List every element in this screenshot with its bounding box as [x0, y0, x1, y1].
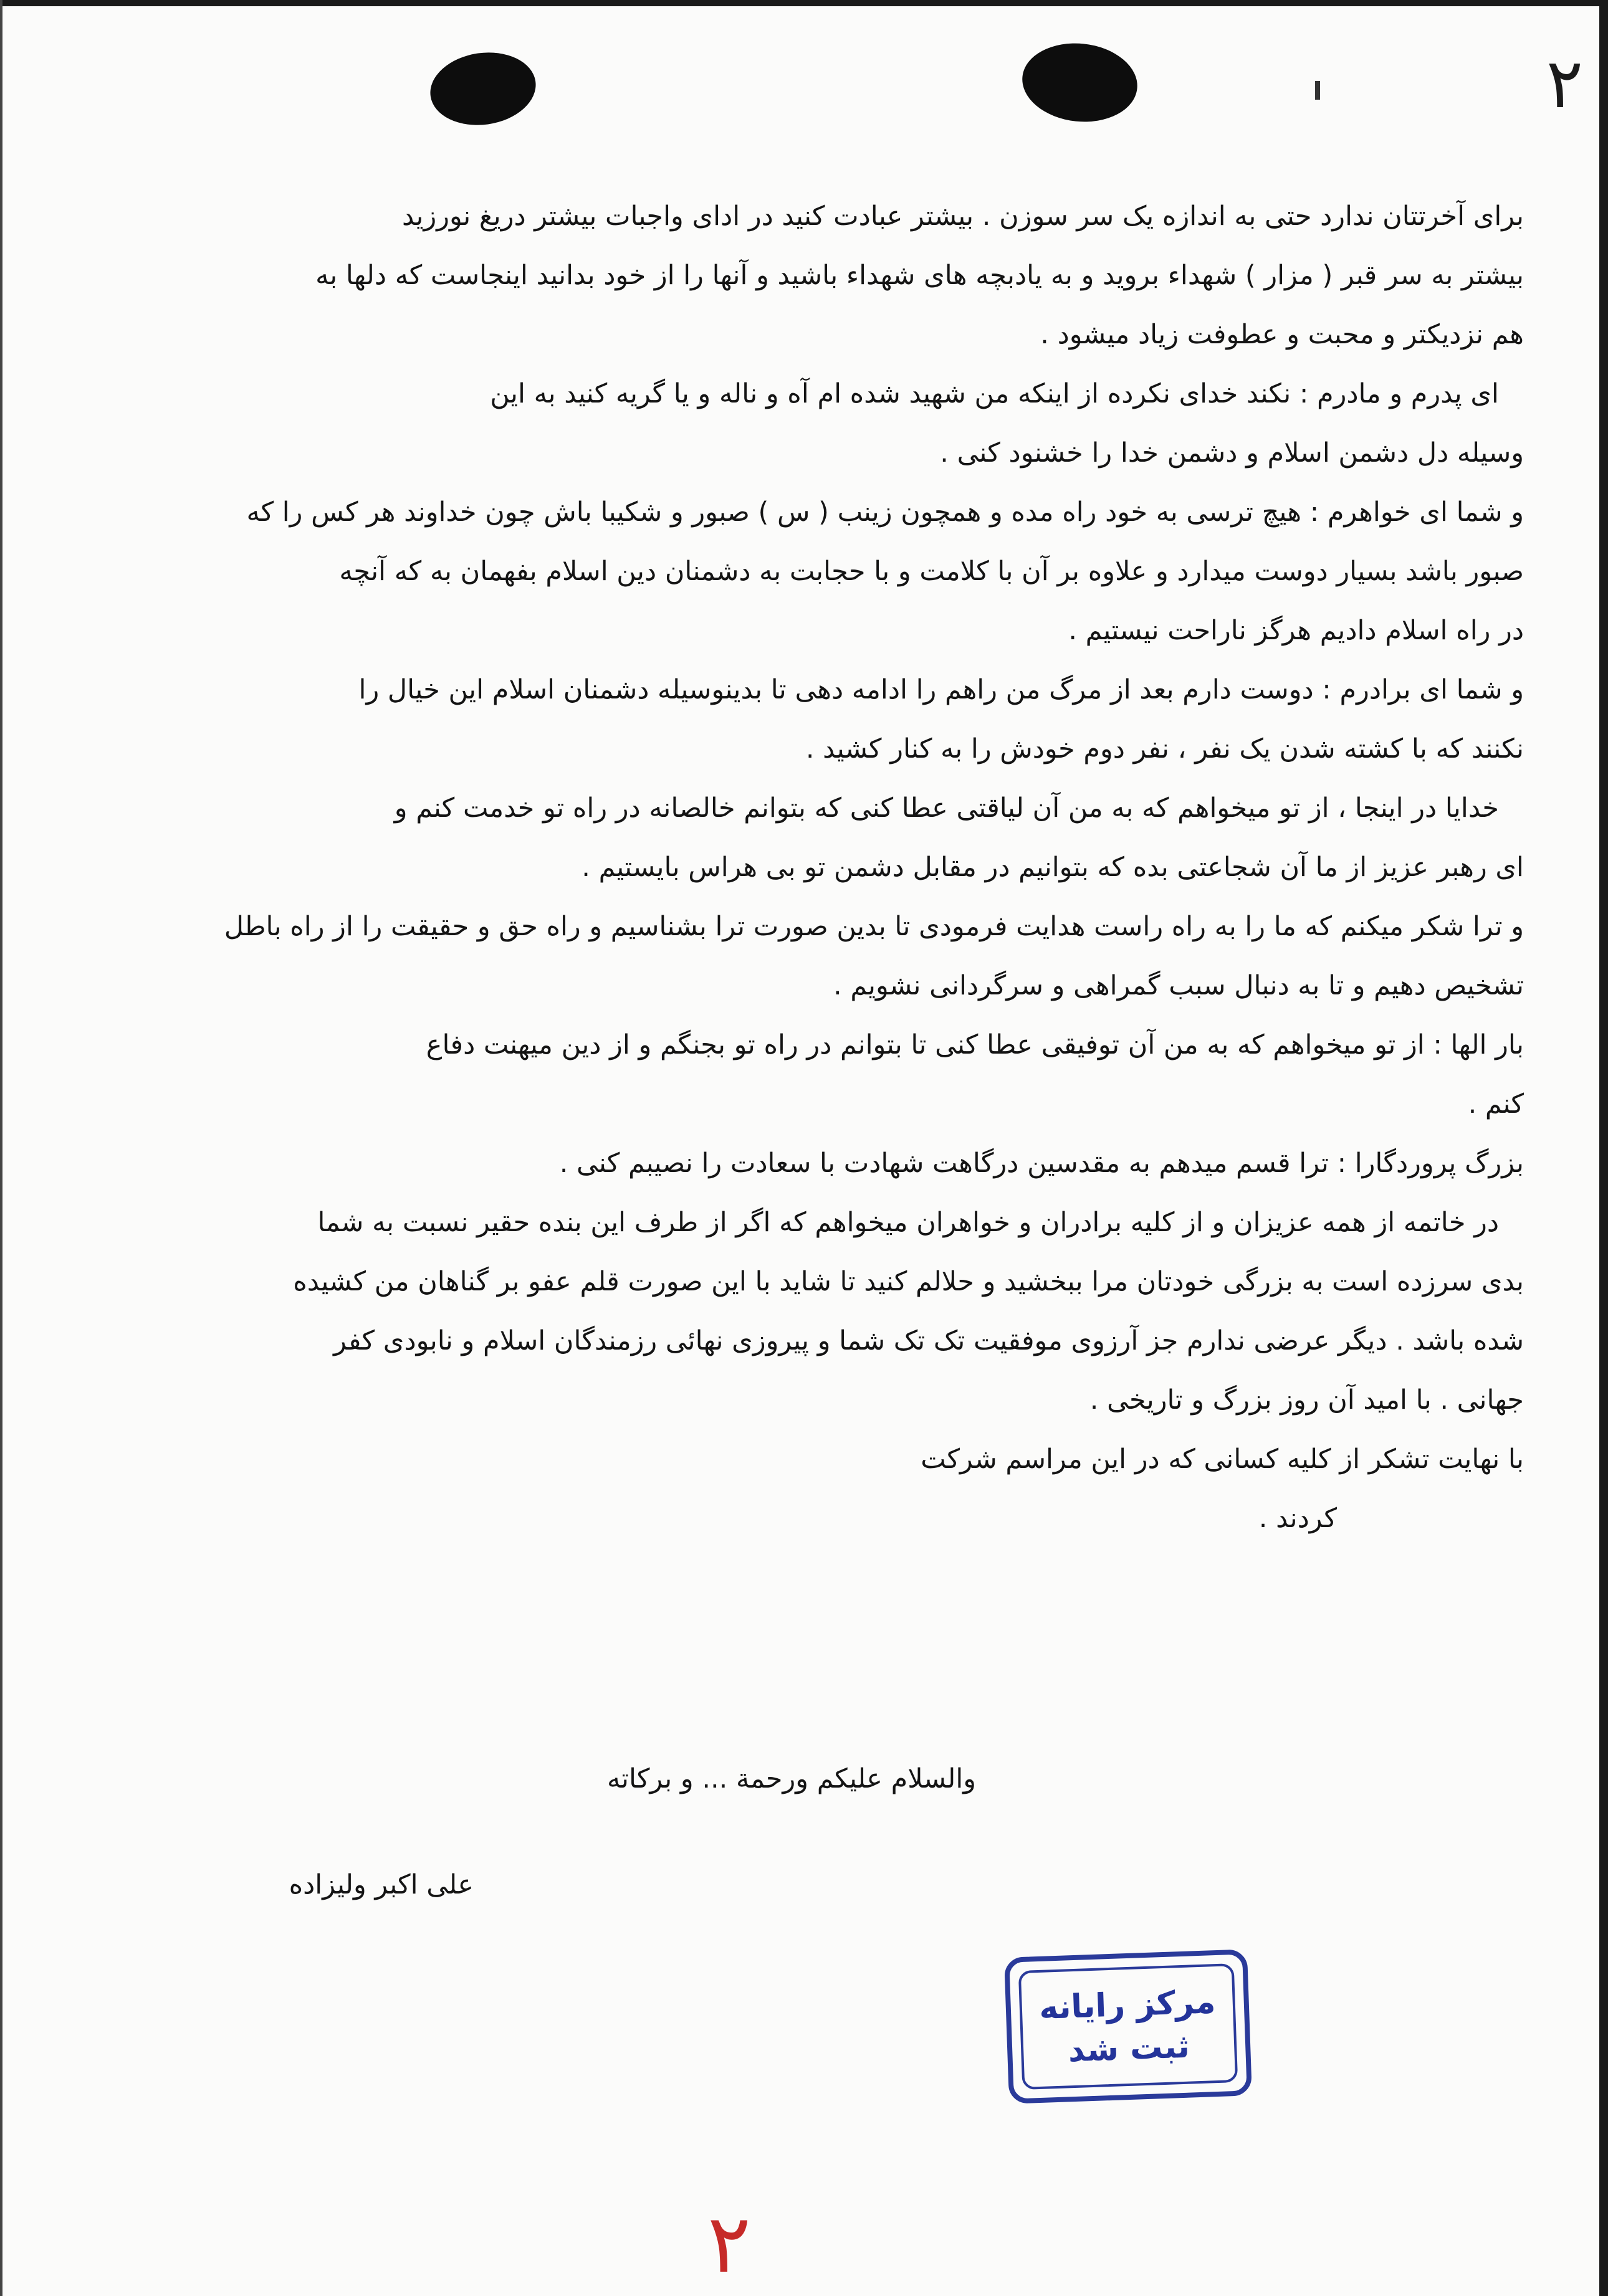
signature-name: علی اکبر ولیزاده [289, 1869, 474, 1900]
letter-line-11: خدایا در اینجا ، از تو میخواهم که به من آن لیاقتی عطا کنی که بتوانم خالصانه در راه تو خدمت کنم و [394, 793, 1499, 824]
letter-line-17: بزرگ پروردگارا : ترا قسم میدهم به مقدسین درگاهت شهادت با سعادت را نصیبم کنی . [559, 1148, 1524, 1179]
letter-line-2: بیشتر به سر قبر ( مزار ) شهداء بروید و به یادبچه های شهداء باشید و آنها را از خود بدانید اینجاست که دلها به [315, 260, 1524, 291]
letter-line-5: وسیله دل دشمن اسلام و دشمن خدا را خشنود کنی . [940, 437, 1524, 469]
letter-line-15: بار الها : از تو میخواهم که به من آن توفیقی عطا کنی تا بتوانم در راه تو بجنگم و از دین میهنت دفاع [426, 1029, 1524, 1060]
letter-line-14: تشخیص دهیم و تا به دنبال سبب گمراهی و سرگردانی نشویم . [833, 970, 1524, 1001]
corner-page-mark: ۲ [1546, 44, 1583, 123]
letter-line-3: هم نزدیکتر و محبت و عطوفت زیاد میشود . [1040, 319, 1524, 350]
letter-line-6: و شما ای خواهرم : هیچ ترسی به خود راه مده و همچون زینب ( س ) صبور و شکیبا باش چون خداوند هر کس را که [246, 497, 1524, 528]
stamp-line-1: مرکز رایانه [1038, 1983, 1217, 2027]
scan-edge-left [0, 0, 2, 2296]
letter-line-16: کنم . [1468, 1088, 1524, 1120]
scan-edge-top [0, 0, 1608, 6]
letter-line-13: و ترا شکر میکنم که ما را به راه راست هدایت فرمودی تا بدین صورت ترا بشناسیم و راه حق و حقیقت را از راه باطل [224, 911, 1524, 942]
letter-line-9: و شما ای برادرم : دوست دارم بعد از مرگ من راهم را ادامه دهی تا بدینوسیله دشمنان اسلام این خیال را [358, 674, 1524, 705]
registration-stamp [1004, 1949, 1252, 2103]
letter-line-19: بدی سرزده است به بزرگی خودتان مرا ببخشید و حلالم کنید تا شاید با این صورت قلم عفو بر گناهان من کشیده [293, 1266, 1524, 1297]
letter-line-23: کردند . [1258, 1503, 1337, 1534]
letter-line-1: برای آخرتتان ندارد حتی به اندازه یک سر سوزن . بیشتر عبادت کنید در ادای واجبات بیشتر دریغ نورزید [401, 201, 1524, 232]
mark-dash [1315, 81, 1320, 100]
letter-line-18: در خاتمه از همه عزیزان و از کلیه برادران و خواهران میخواهم که اگر از طرف این بنده حقیر نسبت به شما [317, 1207, 1499, 1238]
handwritten-page-number: ۲ [707, 2196, 751, 2291]
letter-line-8: در راه اسلام دادیم هرگز ناراحت نیستیم . [1068, 615, 1524, 646]
letter-line-21: جهانی . با امید آن روز بزرگ و تاریخی . [1089, 1384, 1524, 1416]
punch-hole-left [426, 46, 540, 132]
letter-line-20: شده باشد . دیگر عرضی ندارم جز آرزوی موفقیت تک تک شما و پیروزی نهائی رزمندگان اسلام و نابودی کفر [333, 1325, 1524, 1356]
punch-hole-right [1018, 38, 1141, 128]
letter-line-22: با نهایت تشکر از کلیه کسانی که در این مراسم شرکت [921, 1444, 1524, 1475]
letter-body [59, 187, 1524, 1548]
letter-line-10: نکنند که با کشته شدن یک نفر ، نفر دوم خودش را به کنار کشید . [805, 733, 1524, 765]
letter-line-12: ای رهبر عزیز از ما آن شجاعتی بده که بتوانیم در مقابل دشمن تو بی هراس بایستیم . [581, 852, 1524, 883]
letter-line-7: صبور باشد بسیار دوست میدارد و علاوه بر آن با کلامت و با حجابت به دشمنان دین اسلام بفهمان به که آنچه [339, 556, 1524, 587]
letter-line-4: ای پدرم و مادرم : نکند خدای نکرده از اینکه من شهید شده ام آه و ناله و یا گریه کنید به این [490, 378, 1499, 409]
scan-edge-right [1599, 0, 1608, 2296]
closing-salutation: والسلام علیکم ورحمة ... و برکاته [606, 1763, 977, 1794]
stamp-line-2: ثبت شد [1067, 2027, 1190, 2069]
